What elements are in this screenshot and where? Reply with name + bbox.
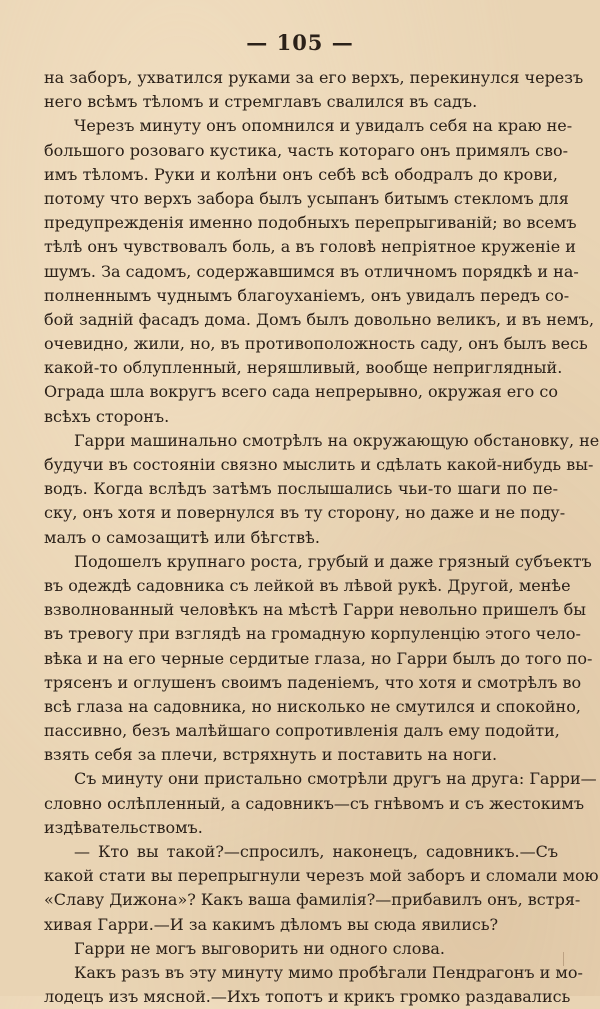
text-line: словно ослѣпленный, а садовникъ—съ гнѣвомъ и съ жестокимъ xyxy=(44,793,585,813)
text-line: трясенъ и оглушенъ своимъ паденіемъ, что хотя и смотрѣлъ во xyxy=(44,672,582,692)
text-line: будучи въ состояніи связно мыслить и сдѣлать какой-нибудь вы- xyxy=(44,455,594,474)
text-line: Черезъ минуту онъ опомнился и увидалъ себя на краю не- xyxy=(74,116,573,136)
text-line: Какъ разъ въ эту минуту мимо пробѣгали Пендрагонъ и мо- xyxy=(74,962,583,982)
text-line: хивая Гарри.—И за какимъ дѣломъ вы сюда явились? xyxy=(44,914,499,934)
text-line: — Кто вы такой?—спросилъ, наконецъ, садовникъ.—Съ xyxy=(74,842,558,861)
text-line: предупрежденія именно подобныхъ перепрыгиваній; во всемъ xyxy=(44,213,577,233)
text-line: потому что верхъ забора былъ усыпанъ битымъ стекломъ для xyxy=(44,188,569,208)
text-line: водъ. Когда вслѣдъ затѣмъ послышались чьи-то шаги по пе- xyxy=(44,479,558,499)
text-line: всѣхъ сторонъ. xyxy=(44,406,170,426)
page-number: — 105 — xyxy=(246,30,354,55)
text-line: пассивно, безъ малѣйшаго сопротивленія далъ ему подойти, xyxy=(44,721,560,741)
text-line: Съ минуту они пристально смотрѣли другъ на друга: Гарри— xyxy=(74,769,597,789)
text-line: издѣвательствомъ. xyxy=(44,817,203,837)
text-line: очевидно, жили, но, въ противоположность саду, онъ былъ весь xyxy=(44,334,588,354)
text-line: всѣ глаза на садовника, но нисколько не смутился и спокойно, xyxy=(44,696,581,716)
text-line: «Славу Дижона»? Какъ ваша фамилія?—прибавилъ онъ, встря- xyxy=(44,890,581,910)
text-line: ску, онъ хотя и повернулся въ ту сторону, но даже и не поду- xyxy=(44,503,566,523)
text-line: какой стати вы перепрыгнули черезъ мой заборъ и сломали мою xyxy=(44,866,599,886)
text-line: вѣка и на его черные сердитые глаза, но Гарри былъ до того по- xyxy=(44,648,593,668)
text-line: какой-то облупленный, неряшливый, вообще неприглядный. xyxy=(44,358,563,378)
text-line: имъ тѣломъ. Руки и колѣни онъ себѣ всѣ ободралъ до крови, xyxy=(44,164,558,184)
text-line: малъ о самозащитѣ или бѣгствѣ. xyxy=(44,527,320,547)
text-line: на заборъ, ухватился руками за его верхъ, перекинулся черезъ xyxy=(44,68,584,87)
text-line: лодецъ изъ мясной.—Ихъ топотъ и крикъ громко раздавались xyxy=(44,987,571,1007)
text-line: Ограда шла вокругъ всего сада непрерывно, окружая его со xyxy=(44,382,558,402)
text-line: Гарри не могъ выговорить ни одного слова. xyxy=(74,938,445,958)
text-line: полненнымъ чуднымъ благоуханіемъ, онъ увидалъ передъ со- xyxy=(44,285,570,305)
text-line: шумъ. За садомъ, содержавшимся въ отличномъ порядкѣ и на- xyxy=(44,261,579,281)
text-line: взять себя за плечи, встряхнуть и поставить на ноги. xyxy=(44,745,498,765)
text-line: большого розоваго кустика, часть котораго онъ примялъ сво- xyxy=(44,140,569,160)
text-line: тѣлѣ онъ чувствовалъ боль, а въ головѣ непріятное круженіе и xyxy=(44,237,576,257)
text-line: взволнованный человѣкъ на мѣстѣ Гарри невольно пришелъ бы xyxy=(44,600,586,620)
text-line: Гарри машинально смотрѣлъ на окружающую обстановку, не xyxy=(74,430,600,450)
paper-mark xyxy=(563,952,570,966)
text-line: Подошелъ крупнаго роста, грубый и даже грязный субъектъ xyxy=(74,551,592,571)
text-line: въ одеждѣ садовника съ лейкой въ лѣвой рукѣ. Другой, менѣе xyxy=(44,575,571,595)
page-text xyxy=(44,66,600,1009)
text-line: въ тревогу при взглядѣ на громадную корпуленцію этого чело- xyxy=(44,624,581,644)
text-line: бой заднiй фасадъ дома. Домъ былъ довольно великъ, и въ немъ, xyxy=(44,309,595,329)
text-line: него всѣмъ тѣломъ и стремглавъ свалился въ садъ. xyxy=(44,92,478,112)
